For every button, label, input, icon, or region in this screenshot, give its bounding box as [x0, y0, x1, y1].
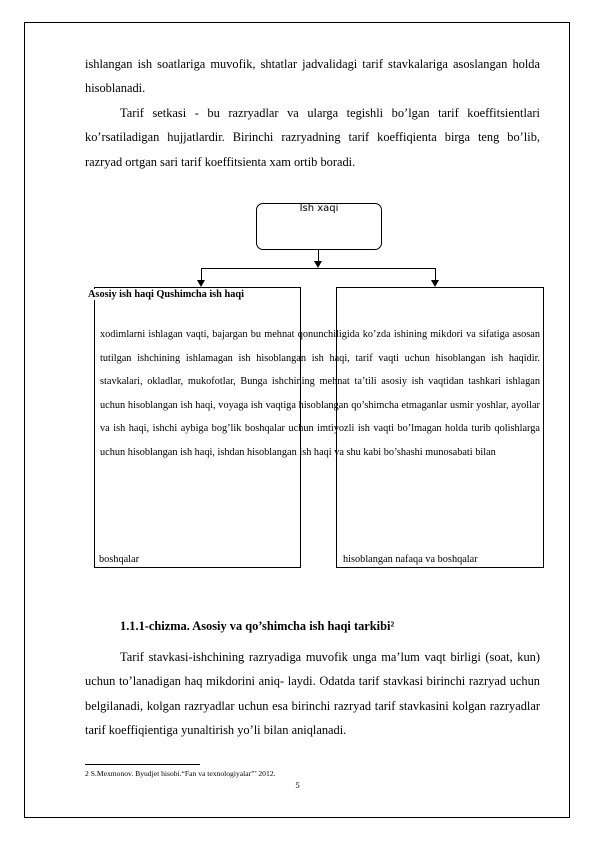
diagram-body-text: xodimlarni ishlagan vaqti, bajargan bu mehnat qonunchiligida ko’zda ishining mikdori va sifatiga asosan tutilgan ishchining ishlamagan ish hisoblangan ish haqi, tarif vaqti uchun hisoblangan ish haqidir. stavkalari, okladlar, mukofotlar, Bunga ishchining mehnat ta’tili asosiy ish vaqtidan tashkari ishlagan uchun hisoblangan ish haqi, voyaga ish vaqtiga hisoblangan qo’shimcha etmaganlar usmir yoshlar, ayollar va ish haqi, ishchi aybiga bog’lik boshqalar uchun imtiyozli ish vaqti bo’lmagan holda turib qolishlarga uchun hisoblangan ish haqi, ishdan hisoblangan ish haqi va shu kabi bo’shashi munosabati bilan — [100, 329, 540, 458]
arrow-down-icon — [314, 261, 322, 268]
arrow-left-branch-icon — [197, 280, 205, 287]
paragraph-2: Tarif setkasi - bu razryadlar va ularga tegishli bo’lgan tarif koeffitsientlari ko’rsatiladigan hujjatlardir. Birinchi razryadning tarif koeffiqienta birga teng bo’lib, razryad ortgan sari tarif koeffitsienta xam ortib boradi. — [85, 106, 540, 169]
diagram-left-footer: boshqalar — [99, 554, 140, 565]
page-number: 5 — [295, 780, 300, 790]
footnote-rule — [85, 764, 200, 765]
diagram-top-box-label: Ish xaqi — [299, 203, 339, 214]
footnote: 2 S.Mexmonov. Byudjet hisobi.“Fan va texnologiyalar”’ 2012. — [85, 769, 276, 778]
figure-caption: 1.1.1-chizma. Asosiy va qo’shimcha ish haqi tarkibi² — [120, 619, 395, 633]
connector-horizontal — [201, 268, 436, 269]
arrow-right-branch-icon — [431, 280, 439, 287]
diagram-left-header: Asosiy ish haqi Qushimcha ish haqi — [88, 289, 244, 300]
diagram-right-footer: hisoblangan nafaqa va boshqalar — [343, 554, 478, 565]
paragraph-1: ishlangan ish soatlariga muvofik, shtatlar jadvalidagi tarif stavkalariga asoslangan holda hisoblanadi. — [85, 57, 540, 96]
paragraph-3: Tarif stavkasi-ishchining razryadiga muvofik unga ma’lum vaqt birligi (soat, kun) uchun to’lanadigan haq mikdorini aniq- laydi. Odatda tarif stavkasi birinchi razryad uchun belgilanadi, kolgan razryadlar uchun esa birinchi razryad tarif stavkasini kolgan razryadlar tarif koeffiqientiga yunaltirish yo’li bilan aniqlanadi. — [85, 650, 540, 738]
diagram-top-box — [256, 203, 382, 250]
